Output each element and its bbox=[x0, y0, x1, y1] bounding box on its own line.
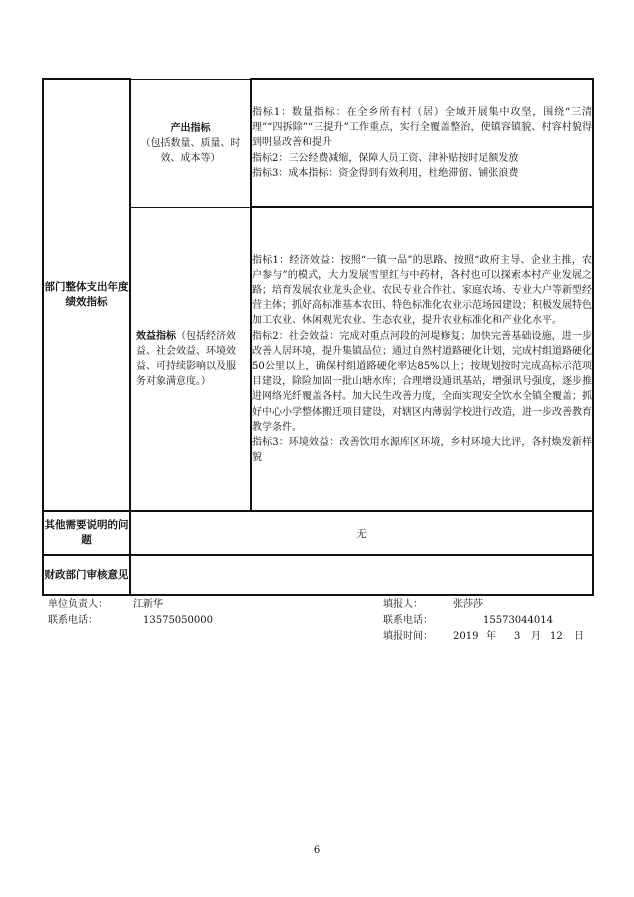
performance-table bbox=[42, 78, 594, 596]
finance-review-label: 财政部门审核意见 bbox=[43, 555, 130, 595]
contact-phone-right: 15573044014 bbox=[483, 615, 553, 626]
month-unit: 月 bbox=[531, 631, 541, 642]
page-number: 6 bbox=[313, 845, 321, 856]
contact-label-left: 联系电话： bbox=[48, 615, 98, 626]
date-year: 2019 bbox=[453, 631, 479, 642]
benefit-item-3: 指标3：环境效益：改善饮用水源库区环境，乡村环境大比评，各村焕发新样貌 bbox=[252, 437, 592, 464]
output-indicator-header bbox=[130, 79, 251, 207]
output-title: 产出指标 bbox=[170, 122, 211, 134]
filler-label: 填报人： bbox=[383, 599, 423, 610]
footer-row-contact bbox=[48, 613, 588, 629]
benefit-indicator-header bbox=[130, 207, 251, 511]
date-label: 填报时间： bbox=[383, 631, 433, 642]
filler-name: 张莎莎 bbox=[453, 599, 483, 610]
contact-phone-left: 13575050000 bbox=[143, 615, 213, 626]
footer-row-people bbox=[48, 597, 588, 613]
other-issues-label: 其他需要说明的问题 bbox=[43, 511, 130, 555]
output-item-2: 指标2：三公经费减缩，保障人员工资、津补贴按时足额发放 bbox=[252, 152, 519, 164]
benefit-item-2: 指标2：社会效益：完成对重点河段的河堤修复；加快完善基础设施，进一步改善人居环境，提升集镇品位；通过自然村道路硬化计划，完成村组道路硬化50公里以上，确保村组道路硬化率达85%以上；按规划按时完成高标示范项目建设，除险加固一批山塘水库；合理增设通讯基站，增强讯号强度，逐步推进网络光纤覆盖各村。加大民生改善力度，全面实现安全饮水全镇全覆盖；抓好中心小学整体搬迁项目建设，对辖区内薄弱学校进行改造，进一步改善教育教学条件。 bbox=[252, 330, 592, 433]
contact-label-right: 联系电话： bbox=[383, 615, 433, 626]
date-month: 3 bbox=[514, 631, 521, 642]
benefit-subtitle: （包括经济效益、社会效益、环境效益、可持续影响以及服务对象满意度。） bbox=[136, 330, 236, 387]
footer-row-date bbox=[48, 629, 588, 645]
unit-head-label: 单位负责人： bbox=[48, 599, 108, 610]
benefit-indicator-content bbox=[251, 207, 593, 511]
day-unit: 日 bbox=[574, 631, 584, 642]
signature-footer bbox=[48, 597, 588, 645]
benefit-title: 效益指标 bbox=[136, 330, 176, 342]
output-subtitle: （包括数量、质量、时效、成本等） bbox=[140, 137, 241, 164]
date-day: 12 bbox=[550, 631, 563, 642]
section-label: 部门整体支出年度绩效指标 bbox=[43, 79, 130, 511]
unit-head-name: 江新华 bbox=[133, 599, 163, 610]
benefit-item-1: 指标1：经济效益：按照“一镇一品”的思路、按照“政府主导、企业主推，农户参与”的模式，大力发展雪里红与中药材，各村也可以探索本村产业发展之路；培育发展农业龙头企业、农民专业合作社、家庭农场、专业大户等新型经营主体；抓好高标准基本农田、特色标准化农业示范场园建设；积极发展特色加工农业、休闲观光农业、生态农业，提升农业标准化和产业化水平。 bbox=[252, 254, 592, 327]
output-item-1: 指标1：数量指标：在全乡所有村（居）全域开展集中攻坚，围绕“三清理”“四拆除”“三提升”工作重点，实行全覆盖整治，使镇容镇貌、村容村貌得到明显改善和提升 bbox=[252, 106, 592, 149]
output-indicator-content bbox=[251, 79, 593, 207]
finance-review-value bbox=[130, 555, 593, 595]
output-item-3: 指标3：成本指标：资金得到有效利用，杜绝滞留、铺张浪费 bbox=[252, 167, 519, 179]
year-unit: 年 bbox=[486, 631, 496, 642]
other-issues-value: 无 bbox=[130, 511, 593, 555]
